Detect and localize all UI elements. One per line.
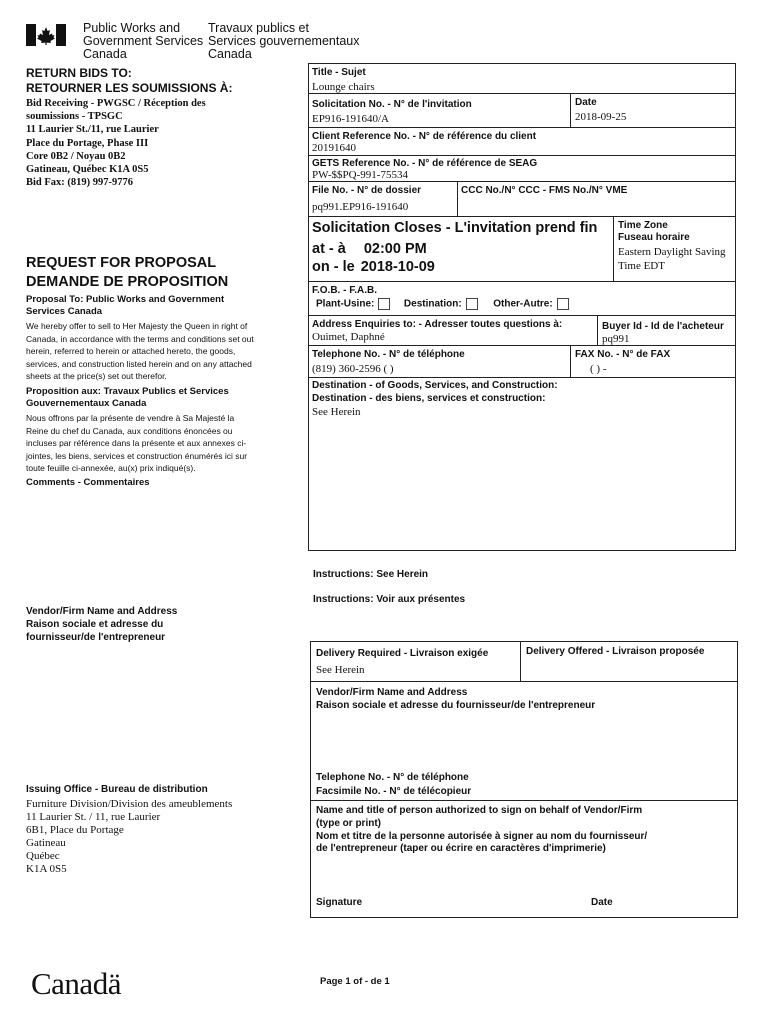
destination-value: See Herein xyxy=(312,406,361,418)
proposal-to-en: Proposal To: Public Works and Government Services Canada xyxy=(26,294,225,317)
gets-value: PW-$$PQ-991-75534 xyxy=(312,169,408,181)
department-name-fr: Travaux publics et Services gouvernementaux Canada xyxy=(208,21,360,61)
title-label: Title - Sujet xyxy=(312,67,366,78)
delivery-offered-field[interactable] xyxy=(524,660,734,678)
issuing-office-address: Furniture Division/Division des ameublements 11 Laurier St. / 11, rue Laurier 6B1, Place du Portage Gatineau Québec K1A 0S5 xyxy=(26,798,233,875)
department-name-en: Public Works and Government Services Canada xyxy=(83,21,204,61)
gets-label: GETS Reference No. - N° de référence de SEAG xyxy=(312,158,538,169)
title-value: Lounge chairs xyxy=(312,81,375,93)
canada-flag-icon xyxy=(26,24,66,46)
delivery-offered-label: Delivery Offered - Livraison proposée xyxy=(526,646,705,657)
solicitation-value: EP916-191640/A xyxy=(312,113,389,125)
fax-label: FAX No. - N° de FAX xyxy=(575,349,671,360)
return-bids-address: Bid Receiving - PWGSC / Réception des soumissions - TPSGC 11 Laurier St./11, rue Laurier Place du Portage, Phase III Core 0B2 / Noyau 0B2 Gatineau, Québec K1A 0S5 Bid Fax: (819) 997-9776 xyxy=(26,98,206,189)
vendor-name-address-label: Vendor/Firm Name and Address Raison sociale et adresse du fournisseur/de l'entrepreneur xyxy=(316,687,596,711)
issuing-office-title: Issuing Office - Bureau de distribution xyxy=(26,784,208,795)
canada-wordmark: Canadä xyxy=(31,966,121,1001)
vendor-facsimile-label: Facsimile No. - N° de télécopieur xyxy=(316,786,472,797)
plant-checkbox[interactable] xyxy=(378,298,390,310)
time-zone-value: Eastern Daylight Saving Time EDT xyxy=(618,246,726,272)
telephone-label: Telephone No. - N° de téléphone xyxy=(312,349,465,360)
delivery-required-label: Delivery Required - Livraison exigée xyxy=(316,648,489,659)
proposal-to-fr: Proposition aux: Travaux Publics et Services Gouvernementaux Canada xyxy=(26,386,229,409)
vendor-name-address-field[interactable] xyxy=(314,715,734,770)
client-ref-value: 20191640 xyxy=(312,142,356,154)
fob-options: Plant-Usine: Destination: Other-Autre: xyxy=(316,298,573,310)
authorized-person-label: Name and title of person authorized to sign on behalf of Vendor/Firm (type or print) Nom et titre de la personne autorisée à signer au nom du fournisseur/ de l'entrepreneur (taper ou écrire en caractères d'imprimerie) xyxy=(316,805,648,855)
solicitation-label: Solicitation No. - N° de l'invitation xyxy=(312,99,472,110)
closes-date: on - le 2018-10-09 xyxy=(312,259,435,275)
file-label: File No. - N° de dossier xyxy=(312,185,422,196)
vendor-left-label: Vendor/Firm Name and Address Raison sociale et adresse du fournisseur/de l'entrepreneur xyxy=(26,606,178,643)
telephone-value: (819) 360-2596 ( ) xyxy=(312,363,394,375)
return-bids-title: RETURN BIDS TO: RETOURNER LES SOUMISSIONS À: xyxy=(26,66,233,95)
address-enquiries-label: Address Enquiries to: - Adresser toutes questions à: xyxy=(312,319,563,330)
closes-label: Solicitation Closes - L'invitation prend fin xyxy=(312,220,598,236)
date-label: Date xyxy=(575,97,597,108)
signature-date-label: Date xyxy=(591,897,613,908)
signature-label: Signature xyxy=(316,897,363,908)
buyer-id-label: Buyer Id - Id de l'acheteur xyxy=(602,321,724,332)
proposal-body-fr: Nous offrons par la présente de vendre à Sa Majesté la Reine du chef du Canada, aux conditions énoncées ou incluses par référence dans la présente et aux annexes ci-jointes, les biens, services et construction énumérés ici sur toute feuille ci-annexée, au(x) prix indiqué(s). xyxy=(26,413,248,473)
comments-label: Comments - Commentaires xyxy=(26,477,150,488)
ccc-label: CCC No./N° CCC - FMS No./N° VME xyxy=(461,185,628,196)
destination-label: Destination - of Goods, Services, and Construction: Destination - des biens, services et construction: xyxy=(312,380,558,404)
address-enquiries-value: Ouimet, Daphné xyxy=(312,331,385,343)
proposal-body-en: We hereby offer to sell to Her Majesty the Queen in right of Canada, in accordance with the terms and conditions set out herein, referred to herein or attached hereto, the goods, services, and construction listed herein and on any attached sheets at the price(s) set out therefor. xyxy=(26,321,254,381)
vendor-telephone-label: Telephone No. - N° de téléphone xyxy=(316,772,469,783)
page-number: Page 1 of - de 1 xyxy=(320,976,390,987)
delivery-required-value: See Herein xyxy=(316,664,365,676)
destination-checkbox[interactable] xyxy=(466,298,478,310)
buyer-id-value: pq991 xyxy=(602,333,630,345)
time-zone-label: Time Zone Fuseau horaire xyxy=(618,220,690,243)
instructions-en: Instructions: See Herein xyxy=(313,569,429,580)
authorized-person-field[interactable] xyxy=(314,862,734,892)
fob-label: F.O.B. - F.A.B. xyxy=(312,285,377,296)
rfp-title: REQUEST FOR PROPOSAL DEMANDE DE PROPOSITION xyxy=(26,255,229,290)
client-ref-label: Client Reference No. - N° de référence du client xyxy=(312,131,537,142)
fax-value: ( ) - xyxy=(590,363,607,375)
date-value: 2018-09-25 xyxy=(575,111,627,123)
other-checkbox[interactable] xyxy=(557,298,569,310)
closes-time: at - à 02:00 PM xyxy=(312,241,427,257)
file-value: pq991.EP916-191640 xyxy=(312,201,409,213)
instructions-fr: Instructions: Voir aux présentes xyxy=(313,594,466,605)
